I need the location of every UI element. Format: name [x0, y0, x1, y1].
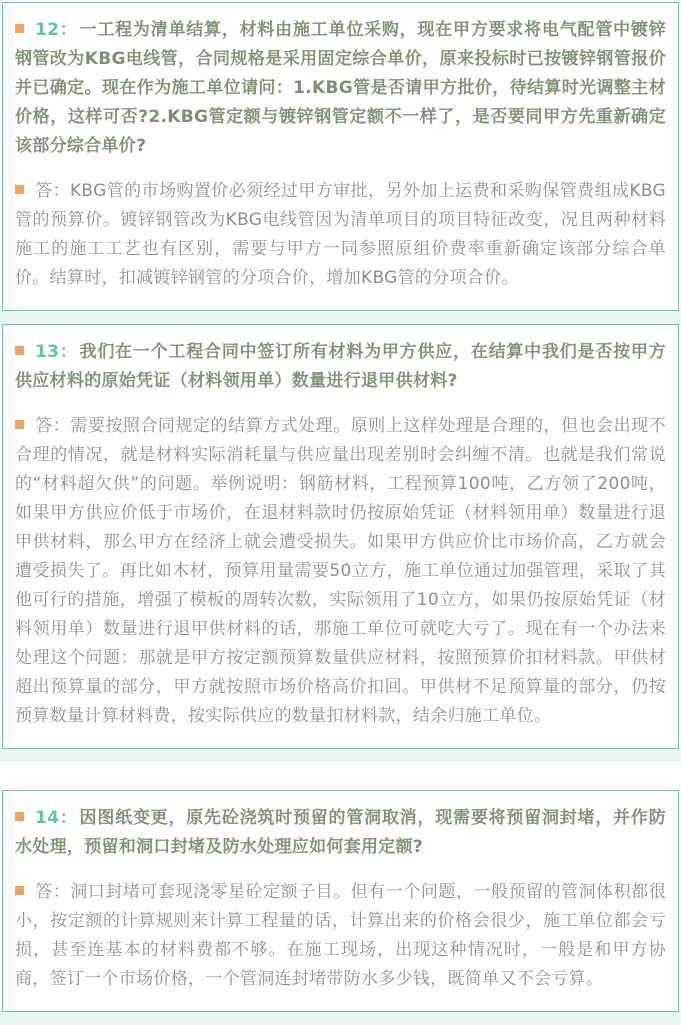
question-number: 12： [35, 20, 78, 40]
answer-label: 答： [35, 416, 71, 436]
answer-paragraph [15, 177, 666, 293]
question-paragraph [15, 16, 666, 161]
bullet-square-icon [15, 886, 24, 895]
bullet-square-icon [15, 24, 24, 33]
answer-paragraph [15, 878, 666, 994]
answer-paragraph [15, 412, 666, 731]
bullet-square-icon [15, 346, 24, 355]
bullet-square-icon [15, 420, 24, 429]
answer-label: 答： [35, 181, 70, 201]
divider-strip [0, 1012, 681, 1025]
bullet-square-icon [15, 812, 24, 821]
section-spacer [0, 762, 681, 790]
qa-card-12 [2, 2, 679, 311]
bullet-square-icon [15, 185, 24, 194]
answer-label: 答： [35, 882, 71, 902]
question-number: 13： [35, 342, 78, 362]
question-text: 我们在一个工程合同中签订所有材料为甲方供应，在结算中我们是否按甲方供应材料的原始凭证（材料领用单）数量进行退甲供材料? [15, 342, 666, 391]
question-number: 14： [35, 808, 78, 828]
question-paragraph [15, 338, 666, 396]
answer-text: KBG管的市场购置价必须经过甲方审批，另外加上运费和采购保管费组成KBG管的预算价。镀锌钢管改为KBG电线管因为清单项目的项目特征改变，况且两种材料施工的施工工艺也有区别，需要与甲方一同参照原组价费率重新确定该部分综合单价。结算时，扣减镀锌钢管的分项合价，增加KBG管的分项合价。 [15, 181, 666, 288]
question-text: 因图纸变更，原先砼浇筑时预留的管洞取消，现需要将预留洞封堵，并作防水处理，预留和洞口封堵及防水处理应如何套用定额? [15, 808, 666, 857]
question-text: 一工程为清单结算，材料由施工单位采购，现在甲方要求将电气配管中镀锌钢管改为KBG电线管，合同规格是采用固定综合单价，原来投标时已按镀锌钢管报价并已确定。现在作为施工单位请问：1.KBG管是否请甲方批价，待结算时光调整主材价格，这样可否?2.KBG管定额与镀锌钢管定额不一样了，是否要同甲方先重新确定该部分综合单价? [15, 20, 666, 156]
answer-text: 需要按照合同规定的结算方式处理。原则上这样处理是合理的，但也会出现不合理的情况，就是材料实际消耗量与供应量出现差别时会纠缠不清。也就是我们常说的“材料超欠供”的问题。举例说明：钢筋材料，工程预算100吨，乙方领了200吨，如果甲方供应价低于市场价，在退材料款时仍按原始凭证（材料领用单）数量进行退甲供材料，那么甲方在经济上就会遭受损失。如果甲方供应价比市场价高，乙方就会遭受损失了。再比如木材，预算用量需要50立方，施工单位通过加强管理，采取了其他可行的措施，增强了模板的周转次数，实际领用了10立方，如果仍按原始凭证（材料领用单）数量进行退甲供材料的话，那施工单位可就吃大亏了。现在有一个办法来处理这个问题：那就是甲方按定额预算数量供应材料，按照预算价扣材料款。甲供材超出预算量的部分，甲方就按照市场价格高价扣回。甲供材不足预算量的部分，仍按预算数量计算材料费，按实际供应的数量扣材料款，结余归施工单位。 [15, 416, 667, 726]
qa-card-13 [2, 324, 679, 749]
qa-card-14 [2, 790, 679, 1012]
answer-text: 洞口封堵可套现浇零星砼定额子目。但有一个问题，一般预留的管洞体积都很小，按定额的计算规则来计算工程量的话，计算出来的价格会很少，施工单位都会亏损，甚至连基本的材料费都不够。在施工现场，出现这种情况时，一般是和甲方协商，签订一个市场价格，一个管洞连封堵带防水多少钱，既简单又不会亏算。 [15, 882, 667, 989]
divider-strip [0, 749, 681, 762]
divider-strip [0, 311, 681, 324]
question-paragraph [15, 804, 666, 862]
